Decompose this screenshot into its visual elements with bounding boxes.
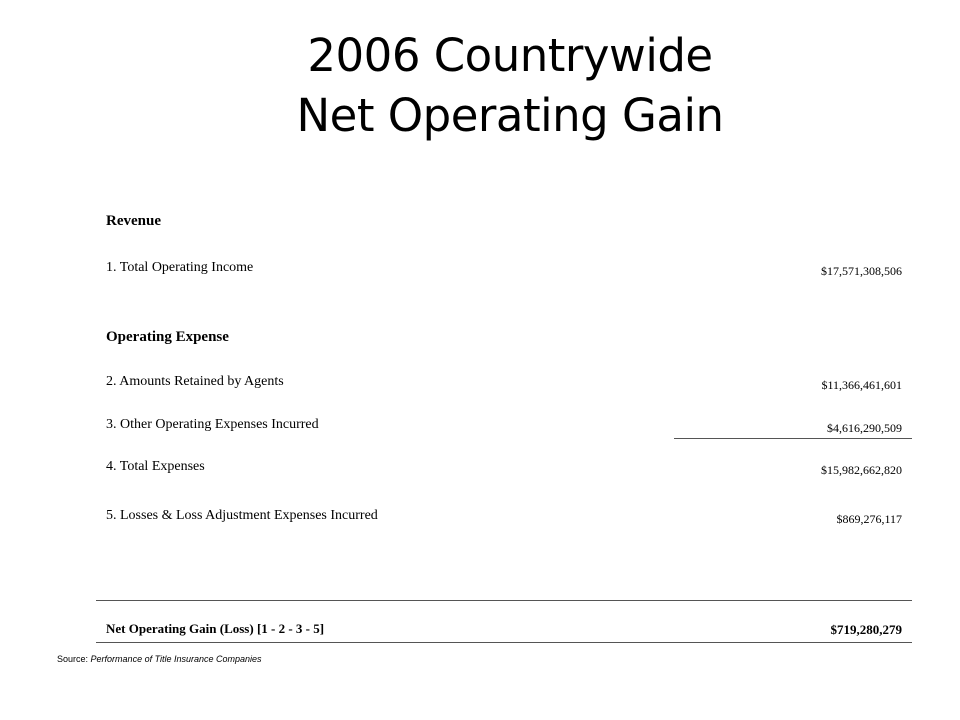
row-value-total-operating-income: $17,571,308,506 <box>821 264 902 278</box>
row-value-amounts-retained: $11,366,461,601 <box>821 378 902 392</box>
row-label-losses: 5. Losses & Loss Adjustment Expenses Incurred <box>106 508 378 523</box>
title-line-1: 2006 Countrywide <box>307 29 713 82</box>
row-value-total-expenses: $15,982,662,820 <box>821 463 902 477</box>
row-label-total-operating-income: 1. Total Operating Income <box>106 260 254 275</box>
row-label-total-expenses: 4. Total Expenses <box>106 459 205 474</box>
slide-title <box>0 26 960 146</box>
title-line-2: Net Operating Gain <box>296 89 724 142</box>
row-value-losses: $869,276,117 <box>836 512 902 526</box>
source-text: Performance of Title Insurance Companies <box>90 654 262 664</box>
row-label-amounts-retained: 2. Amounts Retained by Agents <box>106 374 284 389</box>
net-top-rule <box>96 600 912 601</box>
row-label-net-operating-gain: Net Operating Gain (Loss) [1 - 2 - 3 - 5] <box>106 621 325 636</box>
operating-expense-heading: Operating Expense <box>106 329 229 345</box>
source-note <box>57 654 262 664</box>
row-value-net-operating-gain: $719,280,279 <box>830 622 902 637</box>
subtotal-rule <box>674 438 912 439</box>
row-value-other-operating-expenses: $4,616,290,509 <box>827 421 902 435</box>
net-bottom-rule <box>96 642 912 643</box>
row-label-other-operating-expenses: 3. Other Operating Expenses Incurred <box>106 417 319 432</box>
revenue-heading: Revenue <box>106 213 161 229</box>
source-prefix: Source: <box>57 654 89 664</box>
